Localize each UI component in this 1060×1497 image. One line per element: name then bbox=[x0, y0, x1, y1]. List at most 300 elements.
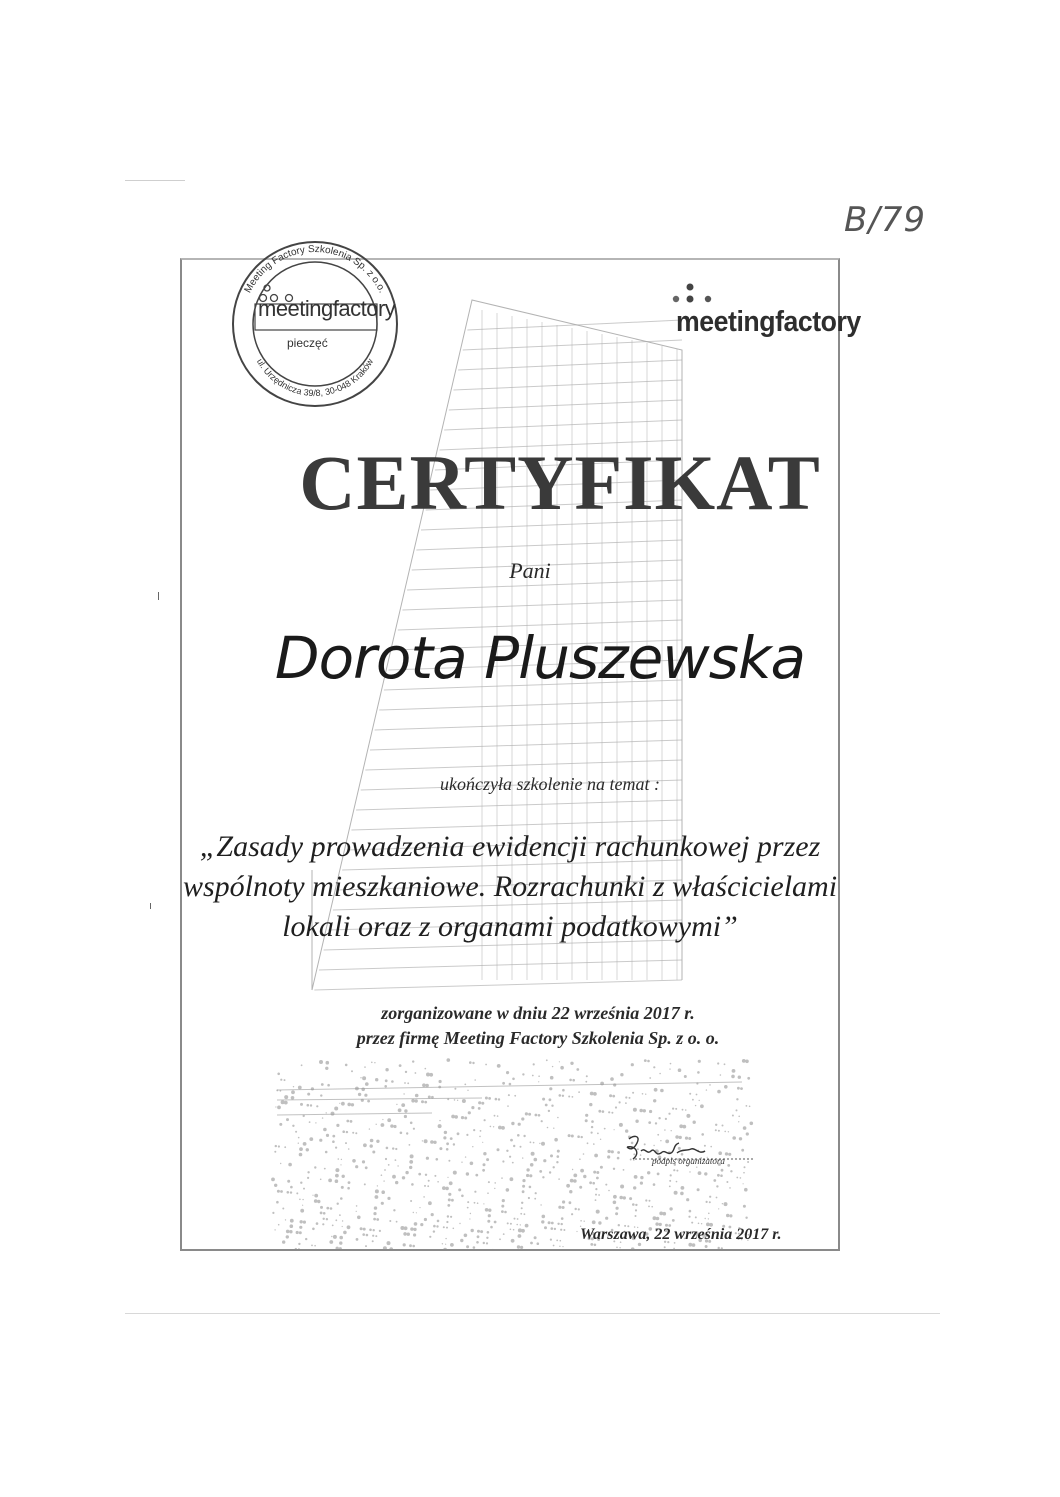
foliage-speck bbox=[331, 1112, 335, 1116]
foliage-speck bbox=[570, 1062, 573, 1065]
foliage-speck bbox=[611, 1112, 613, 1114]
foliage-speck bbox=[483, 1242, 485, 1244]
foliage-speck bbox=[640, 1182, 643, 1185]
foliage-speck bbox=[550, 1239, 552, 1241]
foliage-speck bbox=[396, 1221, 398, 1223]
foliage-speck bbox=[339, 1236, 343, 1240]
foliage-speck bbox=[315, 1122, 316, 1123]
foliage-speck bbox=[605, 1184, 607, 1186]
foliage-speck bbox=[597, 1133, 599, 1135]
foliage-speck bbox=[609, 1094, 612, 1097]
foliage-speck bbox=[385, 1158, 387, 1160]
foliage-speck bbox=[360, 1077, 361, 1078]
foliage-speck bbox=[461, 1116, 464, 1119]
foliage-speck bbox=[488, 1209, 491, 1212]
foliage-speck bbox=[534, 1236, 537, 1239]
foliage-speck bbox=[608, 1190, 610, 1192]
foliage-speck bbox=[669, 1068, 670, 1069]
foliage-speck bbox=[709, 1201, 711, 1203]
foliage-speck bbox=[321, 1083, 324, 1086]
foliage-speck bbox=[598, 1194, 600, 1196]
foliage-speck bbox=[583, 1153, 585, 1155]
foliage-speck bbox=[307, 1177, 309, 1179]
foliage-speck bbox=[439, 1147, 442, 1150]
foliage-speck bbox=[583, 1175, 586, 1178]
foliage-speck bbox=[290, 1224, 294, 1228]
foliage-speck bbox=[581, 1136, 583, 1138]
foliage-speck bbox=[470, 1213, 471, 1214]
foliage-speck bbox=[700, 1104, 704, 1108]
foliage-speck bbox=[379, 1230, 381, 1232]
foliage-speck bbox=[631, 1247, 635, 1251]
foliage-speck bbox=[442, 1186, 446, 1190]
foliage-speck bbox=[399, 1064, 402, 1067]
foliage-speck bbox=[341, 1102, 345, 1106]
scan-speck bbox=[150, 903, 151, 909]
foliage-speck bbox=[520, 1213, 522, 1215]
foliage-speck bbox=[509, 1083, 512, 1086]
foliage-speck bbox=[358, 1093, 361, 1096]
foliage-speck bbox=[598, 1110, 601, 1113]
foliage-speck bbox=[471, 1229, 474, 1232]
foliage-speck bbox=[284, 1095, 288, 1099]
building-floor-line bbox=[370, 740, 682, 750]
foliage-speck bbox=[645, 1094, 646, 1095]
foliage-speck bbox=[585, 1081, 587, 1083]
foliage-speck bbox=[306, 1148, 309, 1151]
foliage-speck bbox=[713, 1179, 716, 1182]
foliage-speck bbox=[412, 1245, 415, 1248]
foliage-speck bbox=[274, 1151, 276, 1153]
foliage-speck bbox=[590, 1092, 594, 1096]
foliage-speck bbox=[407, 1082, 409, 1084]
foliage-speck bbox=[507, 1222, 509, 1224]
foliage-speck bbox=[364, 1183, 366, 1185]
foliage-speck bbox=[275, 1106, 276, 1107]
foliage-speck bbox=[668, 1113, 670, 1115]
stamp-label: pieczęć bbox=[287, 336, 328, 350]
foliage-speck bbox=[492, 1249, 494, 1251]
foliage-speck bbox=[319, 1139, 322, 1142]
foliage-speck bbox=[469, 1061, 472, 1064]
foliage-speck bbox=[633, 1186, 636, 1189]
foliage-speck bbox=[559, 1094, 562, 1097]
foliage-speck bbox=[369, 1229, 372, 1232]
foliage-speck bbox=[326, 1218, 328, 1220]
foliage-speck bbox=[525, 1112, 528, 1115]
foliage-speck bbox=[448, 1198, 451, 1201]
foliage-speck bbox=[439, 1120, 440, 1121]
foliage-speck bbox=[569, 1079, 572, 1082]
foliage-speck bbox=[721, 1247, 723, 1249]
foliage-speck bbox=[737, 1087, 740, 1090]
foliage-speck bbox=[705, 1245, 708, 1248]
foliage-speck bbox=[374, 1062, 375, 1063]
foliage-speck bbox=[320, 1212, 323, 1215]
foliage-speck bbox=[501, 1210, 504, 1213]
foliage-speck bbox=[522, 1190, 525, 1193]
foliage-speck bbox=[543, 1249, 545, 1251]
foliage-speck bbox=[654, 1088, 658, 1092]
foliage-speck bbox=[290, 1191, 292, 1193]
foliage-speck bbox=[299, 1147, 303, 1151]
foliage-speck bbox=[639, 1109, 643, 1113]
foliage-speck bbox=[600, 1139, 601, 1140]
foliage-speck bbox=[510, 1223, 512, 1225]
foliage-speck bbox=[277, 1106, 281, 1110]
foliage-speck bbox=[568, 1134, 571, 1137]
foliage-speck bbox=[635, 1209, 637, 1211]
foliage-speck bbox=[342, 1130, 345, 1133]
organizer-company-line: przez firmę Meeting Factory Szkolenia Sp. z o. o. bbox=[356, 1028, 720, 1048]
foliage-speck bbox=[586, 1075, 588, 1077]
foliage-speck bbox=[360, 1227, 363, 1230]
foliage-speck bbox=[454, 1088, 456, 1090]
foliage-speck bbox=[329, 1240, 333, 1244]
foliage-speck bbox=[689, 1093, 691, 1095]
foliage-speck bbox=[502, 1199, 505, 1202]
foliage-speck bbox=[419, 1207, 420, 1208]
foliage-speck bbox=[740, 1087, 743, 1090]
foliage-speck bbox=[335, 1219, 337, 1221]
foliage-speck bbox=[498, 1098, 500, 1100]
foliage-speck bbox=[669, 1180, 671, 1182]
foliage-speck bbox=[288, 1163, 292, 1167]
foliage-speck bbox=[356, 1211, 357, 1212]
foliage-speck bbox=[316, 1222, 319, 1225]
foliage-speck bbox=[561, 1223, 563, 1225]
foliage-speck bbox=[427, 1185, 429, 1187]
foliage-speck bbox=[520, 1224, 521, 1225]
foliage-speck bbox=[464, 1234, 468, 1238]
foliage-speck bbox=[376, 1218, 379, 1221]
foliage-speck bbox=[303, 1221, 306, 1224]
foliage-speck bbox=[524, 1213, 526, 1215]
foliage-speck bbox=[470, 1162, 474, 1166]
foliage-speck bbox=[286, 1230, 290, 1234]
foliage-speck bbox=[595, 1199, 597, 1201]
foliage-speck bbox=[522, 1185, 525, 1188]
foliage-speck bbox=[296, 1231, 299, 1234]
foliage-speck bbox=[335, 1168, 339, 1172]
foliage-speck bbox=[312, 1195, 313, 1196]
foliage-speck bbox=[445, 1238, 446, 1239]
foliage-speck bbox=[587, 1142, 589, 1144]
foliage-speck bbox=[522, 1157, 523, 1158]
foliage-speck bbox=[395, 1181, 398, 1184]
foliage-speck bbox=[401, 1103, 405, 1107]
foliage-speck bbox=[395, 1159, 397, 1161]
foliage-speck bbox=[539, 1143, 540, 1144]
foliage-speck bbox=[403, 1093, 404, 1094]
foliage-speck bbox=[385, 1079, 388, 1082]
course-title bbox=[176, 827, 844, 947]
foliage-speck bbox=[635, 1215, 637, 1217]
stamp-logo: meetingfactory bbox=[258, 296, 396, 321]
foliage-speck bbox=[608, 1111, 610, 1113]
foliage-speck bbox=[487, 1220, 490, 1223]
foliage-speck bbox=[640, 1176, 643, 1179]
foliage-speck bbox=[375, 1235, 377, 1237]
foliage-speck bbox=[446, 1142, 449, 1145]
foliage-speck bbox=[457, 1132, 460, 1135]
foliage-speck bbox=[298, 1143, 299, 1144]
foliage-speck bbox=[742, 1059, 746, 1063]
foliage-speck bbox=[749, 1106, 751, 1108]
foliage-speck bbox=[699, 1100, 700, 1101]
foliage-speck bbox=[287, 1180, 290, 1183]
foliage-speck bbox=[718, 1247, 720, 1249]
company-stamp bbox=[229, 238, 401, 410]
foliage-speck bbox=[424, 1101, 427, 1104]
foliage-speck bbox=[591, 1126, 593, 1128]
foliage-speck bbox=[342, 1175, 345, 1178]
foliage-speck bbox=[424, 1218, 427, 1221]
foliage-speck bbox=[289, 1230, 292, 1233]
foliage-speck bbox=[610, 1077, 614, 1081]
foliage-speck bbox=[339, 1241, 342, 1244]
foliage-speck bbox=[695, 1216, 697, 1218]
foliage-speck bbox=[494, 1182, 496, 1184]
foliage-speck bbox=[322, 1223, 324, 1225]
foliage-speck bbox=[569, 1201, 572, 1204]
foliage-speck bbox=[411, 1183, 414, 1186]
foliage-speck bbox=[633, 1108, 637, 1112]
foliage-speck bbox=[611, 1150, 614, 1153]
foliage-speck bbox=[686, 1114, 690, 1118]
foliage-speck bbox=[513, 1229, 515, 1231]
foliage-speck bbox=[300, 1103, 303, 1106]
foliage-speck bbox=[335, 1179, 339, 1183]
foliage-speck bbox=[461, 1162, 462, 1163]
foliage-speck bbox=[356, 1205, 358, 1207]
foliage-speck bbox=[544, 1226, 547, 1229]
foliage-speck bbox=[738, 1116, 740, 1118]
foliage-speck bbox=[533, 1142, 535, 1144]
foliage-speck bbox=[433, 1230, 435, 1232]
foliage-speck bbox=[426, 1073, 430, 1077]
foliage-speck bbox=[356, 1238, 359, 1241]
foliage-speck bbox=[557, 1150, 560, 1153]
foliage-speck bbox=[701, 1223, 702, 1224]
foliage-speck bbox=[566, 1184, 570, 1188]
foliage-speck bbox=[416, 1212, 417, 1213]
foliage-speck bbox=[338, 1158, 340, 1160]
foliage-speck bbox=[744, 1188, 748, 1192]
foliage-speck bbox=[465, 1156, 466, 1157]
foliage-speck bbox=[381, 1123, 385, 1127]
foliage-speck bbox=[478, 1101, 481, 1104]
foliage-speck bbox=[681, 1186, 685, 1190]
foliage-speck bbox=[421, 1100, 424, 1103]
foliage-speck bbox=[451, 1199, 454, 1202]
foliage-speck bbox=[355, 1132, 357, 1134]
foliage-speck bbox=[341, 1186, 344, 1189]
brand-logo: meetingfactory bbox=[676, 306, 861, 338]
foliage-speck bbox=[743, 1205, 746, 1208]
foliage-speck bbox=[562, 1206, 565, 1209]
foliage-speck bbox=[450, 1243, 454, 1247]
foliage-speck bbox=[643, 1109, 646, 1112]
foliage-speck bbox=[538, 1114, 541, 1117]
foliage-speck bbox=[563, 1229, 565, 1231]
foliage-speck bbox=[320, 1206, 323, 1209]
foliage-speck bbox=[552, 1066, 553, 1067]
foliage-speck bbox=[487, 1192, 489, 1194]
course-title-line: lokali oraz z organami podatkowymi” bbox=[282, 910, 738, 943]
foliage-speck bbox=[520, 1146, 522, 1148]
foliage-speck bbox=[381, 1174, 383, 1176]
foliage-speck bbox=[488, 1214, 491, 1217]
foliage-speck bbox=[592, 1220, 596, 1224]
foliage-speck bbox=[342, 1226, 343, 1227]
foliage-speck bbox=[282, 1240, 285, 1243]
foliage-speck bbox=[295, 1248, 297, 1250]
foliage-speck bbox=[591, 1132, 593, 1134]
building-floor-line bbox=[356, 800, 682, 810]
foliage-speck bbox=[516, 1224, 518, 1226]
foliage-speck bbox=[689, 1210, 692, 1213]
foliage-speck bbox=[291, 1096, 295, 1100]
foliage-speck bbox=[333, 1235, 337, 1239]
foliage-speck bbox=[530, 1141, 532, 1143]
foliage-speck bbox=[414, 1222, 418, 1226]
foliage-speck bbox=[497, 1064, 501, 1068]
course-title-line: „Zasady prowadzenia ewidencji rachunkowej przez bbox=[199, 830, 821, 863]
foliage-speck bbox=[572, 1079, 575, 1082]
brand-dots-icon bbox=[668, 282, 728, 308]
foliage-speck bbox=[409, 1144, 411, 1146]
foliage-speck bbox=[436, 1158, 439, 1161]
foliage-speck bbox=[364, 1094, 367, 1097]
foliage-speck bbox=[571, 1135, 574, 1138]
foliage-speck bbox=[651, 1206, 653, 1208]
foliage-speck bbox=[506, 1071, 509, 1074]
foliage-speck bbox=[376, 1140, 379, 1143]
foliage-speck bbox=[314, 1194, 318, 1198]
foliage-speck bbox=[557, 1223, 559, 1225]
foliage-speck bbox=[635, 1204, 637, 1206]
foliage-speck bbox=[392, 1175, 396, 1179]
foliage-speck bbox=[736, 1109, 738, 1111]
foliage-speck bbox=[295, 1131, 297, 1133]
building-floor-line bbox=[365, 760, 682, 770]
foliage-speck bbox=[393, 1209, 395, 1211]
foliage-speck bbox=[717, 1090, 721, 1094]
foliage-speck bbox=[346, 1131, 348, 1133]
foliage-speck bbox=[346, 1120, 349, 1123]
foliage-speck bbox=[448, 1160, 450, 1162]
foliage-speck bbox=[512, 1162, 514, 1164]
foliage-speck bbox=[542, 1176, 544, 1178]
foliage-speck bbox=[535, 1192, 537, 1194]
foliage-speck bbox=[290, 1186, 293, 1189]
foliage-speck bbox=[373, 1229, 375, 1231]
foliage-speck bbox=[573, 1179, 577, 1183]
building-floor-line bbox=[379, 700, 682, 710]
foliage-speck bbox=[528, 1113, 531, 1116]
foliage-speck bbox=[339, 1247, 342, 1250]
foliage-speck bbox=[585, 1114, 588, 1117]
foliage-speck bbox=[670, 1063, 672, 1065]
foliage-speck bbox=[446, 1148, 449, 1151]
foliage-speck bbox=[405, 1171, 408, 1174]
foliage-speck bbox=[413, 1233, 416, 1236]
foliage-speck bbox=[303, 1188, 305, 1190]
foliage-speck bbox=[428, 1180, 430, 1182]
foliage-speck bbox=[305, 1238, 307, 1240]
foliage-speck bbox=[709, 1084, 711, 1086]
foliage-speck bbox=[553, 1128, 554, 1129]
foliage-speck bbox=[649, 1077, 651, 1079]
foliage-speck bbox=[474, 1191, 476, 1193]
foliage-speck bbox=[732, 1115, 734, 1117]
foliage-speck bbox=[326, 1061, 330, 1065]
foliage-speck bbox=[543, 1159, 546, 1162]
foliage-speck bbox=[568, 1096, 570, 1098]
foliage-speck bbox=[453, 1171, 457, 1175]
foliage-speck bbox=[389, 1220, 391, 1222]
foliage-speck bbox=[726, 1181, 728, 1183]
foliage-speck bbox=[572, 1169, 573, 1170]
foliage-speck bbox=[595, 1188, 597, 1190]
foliage-speck bbox=[517, 1134, 520, 1137]
foliage-speck bbox=[576, 1231, 577, 1232]
foliage-speck bbox=[302, 1199, 303, 1200]
foliage-speck bbox=[396, 1104, 397, 1105]
foliage-speck bbox=[673, 1248, 675, 1250]
foliage-speck bbox=[697, 1071, 700, 1074]
foliage-speck bbox=[334, 1107, 338, 1111]
foliage-speck bbox=[467, 1201, 469, 1203]
foliage-speck bbox=[494, 1188, 495, 1189]
foliage-speck bbox=[580, 1169, 584, 1173]
foliage-speck bbox=[613, 1201, 617, 1205]
svg-text:Meeting Factory Szkolenia Sp.: Meeting Factory Szkolenia Sp. z o.o. bbox=[242, 243, 388, 295]
foliage-speck bbox=[716, 1185, 718, 1187]
foliage-speck bbox=[418, 1173, 421, 1176]
foliage-speck bbox=[362, 1160, 365, 1163]
foliage-speck bbox=[534, 1158, 538, 1162]
foliage-speck bbox=[532, 1075, 534, 1077]
foliage-speck bbox=[525, 1224, 529, 1228]
foliage-speck bbox=[619, 1247, 620, 1248]
foliage-speck bbox=[533, 1063, 535, 1065]
foliage-speck bbox=[656, 1217, 660, 1221]
completion-statement: ukończyła szkolenie na temat : bbox=[440, 774, 660, 794]
foliage-speck bbox=[307, 1171, 309, 1173]
foliage-speck bbox=[474, 1202, 476, 1204]
foliage-speck bbox=[464, 1084, 466, 1086]
foliage-speck bbox=[301, 1064, 303, 1066]
organizer-signature bbox=[615, 1125, 760, 1175]
foliage-speck bbox=[692, 1099, 694, 1101]
foliage-speck bbox=[422, 1140, 423, 1141]
foliage-speck bbox=[322, 1117, 323, 1118]
foliage-speck bbox=[374, 1206, 377, 1209]
foliage-speck bbox=[467, 1090, 468, 1091]
foliage-speck bbox=[434, 1175, 436, 1177]
foliage-speck bbox=[335, 1174, 339, 1178]
foliage-speck bbox=[557, 1155, 560, 1158]
foliage-speck bbox=[485, 1208, 489, 1212]
foliage-speck bbox=[488, 1181, 490, 1183]
foliage-speck bbox=[649, 1200, 651, 1202]
foliage-speck bbox=[550, 1154, 553, 1157]
foliage-speck bbox=[517, 1245, 520, 1248]
foliage-speck bbox=[365, 1082, 369, 1086]
foliage-speck bbox=[372, 1240, 374, 1242]
